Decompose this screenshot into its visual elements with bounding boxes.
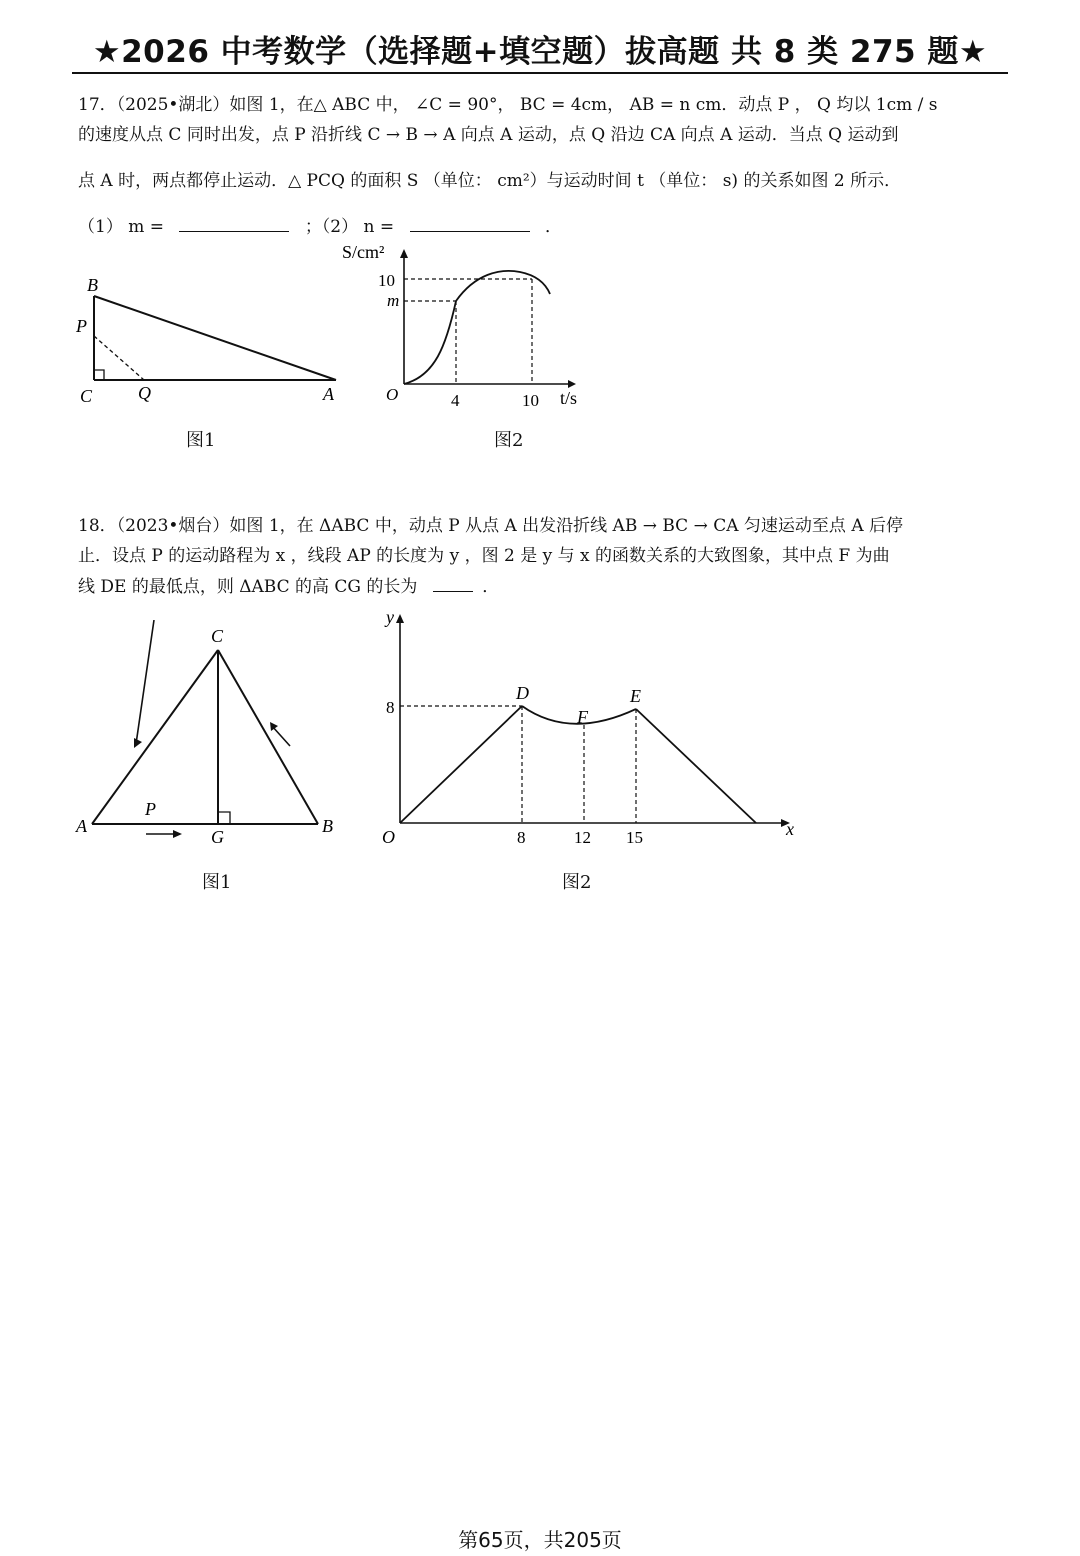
p17-q1-label: （1） m =: [78, 217, 164, 237]
p17-fig2-caption: 图2: [494, 430, 524, 451]
p17-figure-2: [340, 236, 600, 416]
p18-segment-od: [400, 706, 522, 823]
p17-origin: O: [386, 385, 399, 404]
p18-arrow-ab-head: [173, 830, 182, 838]
p18-label-c: C: [211, 626, 224, 646]
p17-label-b: B: [87, 275, 98, 295]
p18-segment-cb: [218, 650, 318, 824]
p17-end: ．: [544, 217, 562, 237]
p18-right-angle-mark: [218, 812, 230, 824]
p18-segment-ac: [92, 650, 218, 824]
p17-label-a: A: [323, 384, 334, 404]
p18-line-2: 止．设点 P 的运动路程为 x ，线段 AP 的长度为 y ，图 2 是 y 与 x 的函数关系的大致图象，其中点 F 为曲: [78, 546, 890, 566]
p18-arrow-ca-head: [134, 738, 142, 748]
p18-label-a: A: [76, 816, 87, 836]
p17-answer-blank-n[interactable]: [410, 217, 530, 232]
p18-line-3: 线 DE 的最低点，则 ΔABC 的高 CG 的长为: [78, 577, 418, 597]
p17-label-q: Q: [138, 383, 151, 403]
p18-label-f: F: [577, 707, 588, 727]
p18-label-g: G: [211, 827, 224, 847]
p17-line-1: 17．（2025•湖北）如图 1，在△ ABC 中， ∠C = 90°， BC = 4cm， AB = n cm．动点 P ， Q 均以 1cm / s: [78, 95, 938, 115]
p17-q2-label: ；（2） n =: [304, 217, 395, 237]
p18-segment-e-end: [636, 709, 756, 823]
p18-answer-blank[interactable]: [433, 577, 473, 592]
page-title: ★2026 中考数学（选择题+填空题）拔高题 共 8 类 275 题★: [92, 34, 988, 70]
p17-questions: [78, 216, 562, 238]
p18-figure-2: [370, 605, 810, 850]
p17-line-2: 的速度从点 C 同时出发，点 P 沿折线 C → B → A 向点 A 运动，点 Q 沿边 CA 向点 A 运动．当点 Q 运动到: [78, 125, 899, 145]
p17-curve-s-t: [404, 271, 550, 384]
p17-tick-m: m: [387, 291, 400, 310]
p18-tick-x8: 8: [517, 828, 526, 847]
p17-tick-4: 4: [451, 391, 460, 410]
p17-right-angle-mark: [94, 370, 104, 380]
page-number: 第65页，共205页: [458, 1528, 622, 1552]
p18-line-3-wrap: [78, 576, 499, 598]
p18-arrow-bc-line: [272, 726, 290, 746]
p17-label-p: P: [76, 316, 87, 336]
p18-label-d: D: [516, 683, 529, 703]
p17-answer-blank-m[interactable]: [179, 217, 289, 232]
p18-label-p: P: [145, 799, 156, 819]
p17-tick-x10: 10: [522, 391, 539, 410]
p17-x-arrow: [568, 380, 576, 388]
p17-label-c: C: [80, 386, 93, 406]
p18-y-label: y: [386, 607, 394, 627]
p18-arrow-ca-line: [136, 620, 154, 744]
p17-segment-pq: [94, 336, 144, 380]
p17-fig1-caption: 图1: [186, 430, 216, 451]
p18-end: ．: [482, 577, 500, 597]
p18-tick-y8: 8: [386, 698, 395, 717]
p18-x-label: x: [786, 819, 794, 839]
p18-tick-x15: 15: [626, 828, 643, 847]
p18-arrow-bc-head: [270, 722, 278, 731]
p18-origin: O: [382, 827, 395, 847]
p18-y-arrow: [396, 614, 404, 623]
p18-tick-x12: 12: [574, 828, 591, 847]
p17-x-label: t/s: [560, 388, 578, 408]
p18-line-1: 18．（2023•烟台）如图 1，在 ΔABC 中，动点 P 从点 A 出发沿折线 AB → BC → CA 匀速运动至点 A 后停: [78, 516, 904, 536]
p17-y-arrow: [400, 249, 408, 258]
p17-y-label: S/cm²: [342, 242, 385, 262]
p17-tick-10: 10: [378, 271, 395, 290]
p17-line-3: 点 A 时，两点都停止运动．△ PCQ 的面积 S （单位： cm²）与运动时间 t （单位： s) 的关系如图 2 所示．: [78, 171, 902, 191]
p17-figure-1: [70, 268, 360, 413]
header-rule: [72, 72, 1008, 74]
p18-figure-1: [70, 620, 360, 855]
p18-label-b: B: [322, 816, 333, 836]
p18-fig2-caption: 图2: [562, 872, 592, 893]
p18-fig1-caption: 图1: [202, 872, 232, 893]
p18-label-e: E: [630, 686, 641, 706]
p17-segment-ab: [94, 296, 336, 380]
